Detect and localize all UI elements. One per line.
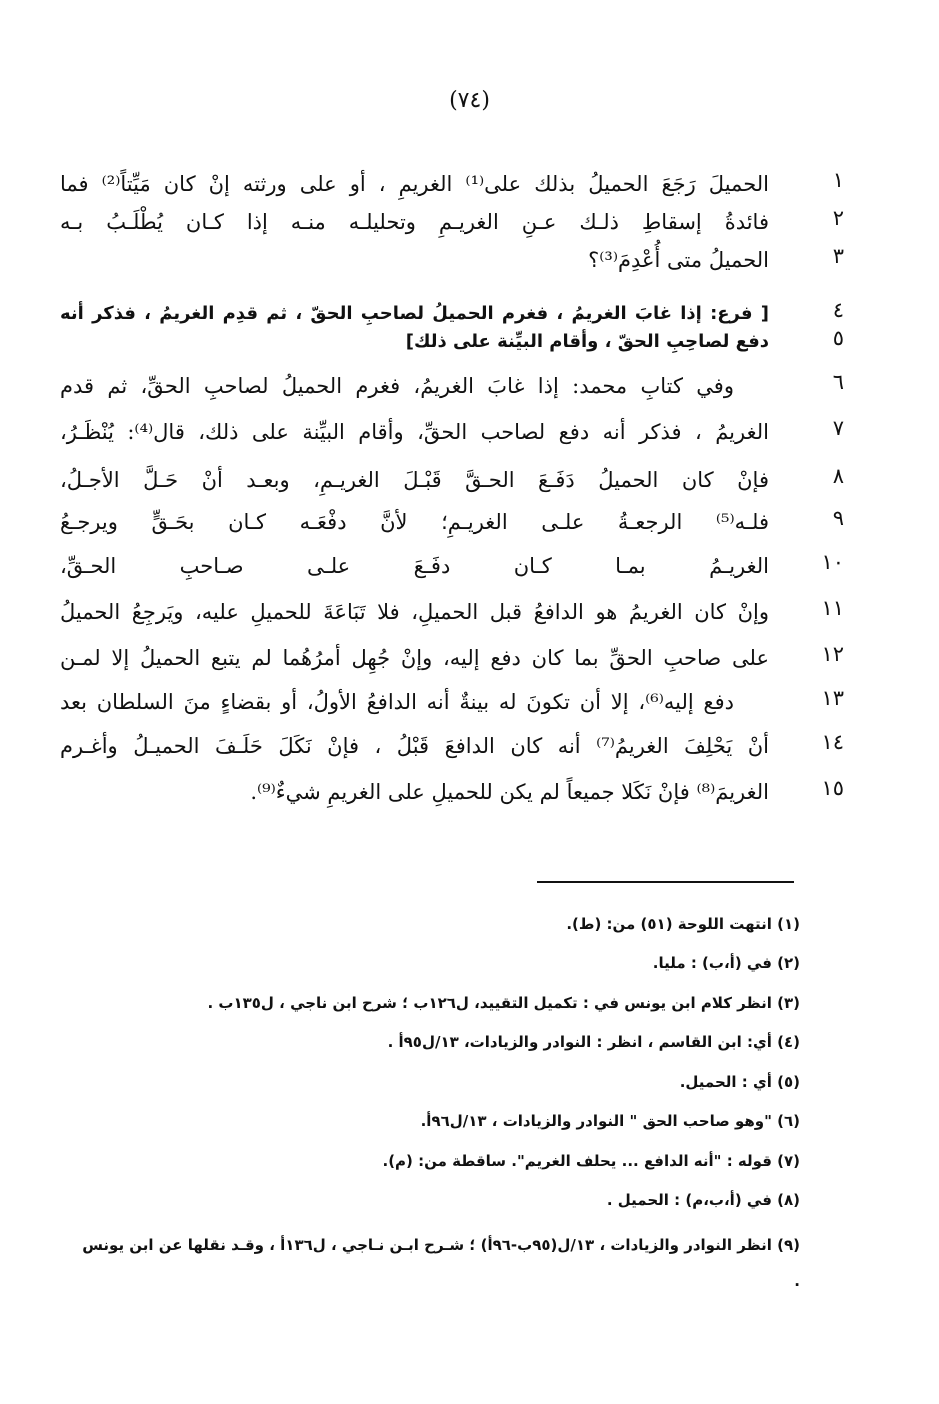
line-number: ٥ [832, 326, 844, 350]
line-text: فلـه⁽⁵⁾ الرجعـةُ علـى الغريـمِ؛ لأنَّ دفْعَـه كـان بحَـقٍّ ويرجـعُ [60, 510, 769, 534]
footnote-2: (٢) في (أ،ب) : مليا. [652, 954, 800, 972]
line-text: الغريـمُ بمـا كـان دفَـعَ علـى صـاحبِ الحـقِّ، [60, 554, 769, 578]
line-text: الغريمَ⁽⁸⁾ فإنْ نَكَلا جميعاً لم يكن للحميلِ على الغريمِ شيءٌ⁽⁹⁾. [250, 780, 769, 804]
line-number: ١٢ [821, 642, 844, 666]
line-text: دفع لصاحِبِ الحقّ ، وأقام البيِّنة على ذلك] [405, 331, 769, 352]
line-number: ١٠ [821, 550, 844, 574]
text-line-7 [60, 410, 844, 454]
line-text: [ فرع: إذا غابَ الغريمُ ، فغرم الحميلُ لصاحبِ الحقّ ، ثم قدِم الغريمُ ، فذكر أنه [60, 303, 769, 324]
line-text: على صاحبِ الحقِّ بما كان دفع إليه، وإنْ جُهِل أمرُهُما لم يتبع الحميلُ إلا لمـن [60, 646, 769, 670]
line-number: ٨ [832, 464, 844, 488]
text-line-14 [60, 724, 844, 768]
line-number: ١٤ [821, 730, 844, 754]
text-line-5 [60, 320, 844, 364]
line-number: ١٥ [821, 776, 844, 800]
line-text: الحميلُ متى أُعْدِمَ⁽³⁾؟ [588, 248, 769, 272]
line-text: فائدةُ إسقاطِ ذلـك عـنِ الغريـمِ وتحليلـه منـه إذا كـان يُطْلَـبُ بـه [60, 210, 769, 234]
line-text: وفي كتابِ محمد: إذا غابَ الغريمُ، فغرم الحميلُ لصاحبِ الحقِّ، ثم قدم [60, 374, 734, 398]
line-number: ١١ [821, 596, 844, 620]
line-number: ٧ [832, 416, 844, 440]
line-number: ٢ [832, 206, 844, 230]
line-number: ١٣ [821, 686, 844, 710]
text-line-11 [60, 590, 844, 634]
footnote-3: (٣) انظر كلام ابن يونس في : تكميل التقييد، ل١٢٦ب ؛ شرح ابن ناجي ، ل١٣٥ب . [207, 994, 800, 1012]
line-text: وإنْ كان الغريمُ هو الدافعُ قبل الحميلِ، فلا تَبَاعَةَ للحميلِ عليه، ويَرجِعُ الحميلُ [60, 600, 769, 624]
text-line-12 [60, 636, 844, 680]
footnote-divider [537, 881, 794, 883]
line-number: ٤ [832, 298, 844, 322]
footnote-1: (١) انتهت اللوحة (٥١) من: (ط). [566, 915, 800, 933]
line-number: ٩ [832, 506, 844, 530]
text-line-8 [60, 458, 844, 502]
text-line-6 [60, 364, 844, 408]
page-number: (٧٤) [449, 88, 490, 113]
footnote-9: (٩) انظر النوادر والزيادات ، ١٣/ل(٩٥ب-٩٦أ) ؛ شـرح ابـن نـاجي ، ل١٣٦أ ، وقـد نقلها عن ابن يونس . [82, 1236, 800, 1290]
line-number: ٣ [832, 244, 844, 268]
line-text: دفع إليه⁽⁶⁾، إلا أن تكونَ له بينةٌ أنه الدافعُ الأولُ، أو بقضاءٍ منَ السلطان بعد [60, 690, 734, 714]
footnote-8: (٨) في (أ،ب،م) : الحميل . [606, 1191, 800, 1209]
line-text: الغريمُ ، فذكر أنه دفع لصاحب الحقِّ، وأقام البيِّنة على ذلك، قال⁽⁴⁾: يُنْظَـرُ، [60, 420, 769, 444]
text-line-9 [60, 500, 844, 544]
line-text: الحميلَ رَجَعَ الحميلُ بذلك على⁽¹⁾ الغريمِ ، أو على ورثته إنْ كان مَيِّتاً⁽²⁾ فما [60, 172, 769, 196]
line-number: ١ [832, 168, 844, 192]
line-text: فإنْ كان الحميلُ دَفَـعَ الحـقَّ قَبْـلَ الغريـمِ، وبعـد أنْ حَـلَّ الأجـلُ، [60, 468, 769, 492]
footnote-4: (٤) أي: ابن القاسم ، انظر : النوادر والزيادات، ١٣/ل٩٥أ . [387, 1033, 800, 1051]
text-line-10 [60, 544, 844, 588]
footnote-7: (٧) قوله : "أنه الدافع ... يحلف الغريم". ساقطة من: (م). [382, 1152, 800, 1170]
footnote-6: (٦) "وهو صاحب الحق " النوادر والزيادات ، ١٣/ل٩٦أ. [420, 1112, 800, 1130]
text-line-13 [60, 680, 844, 724]
footnote-5: (٥) أي : الحميل. [679, 1073, 800, 1091]
text-line-3 [60, 238, 844, 282]
text-line-15 [60, 770, 844, 814]
line-number: ٦ [832, 370, 844, 394]
line-text: أنْ يَحْلِفَ الغريمُ⁽⁷⁾ أنه كان الدافعَ قَبْلُ ، فإنْ نَكَلَ حَلَـفَ الحميـلُ وأغـرم [60, 734, 769, 758]
